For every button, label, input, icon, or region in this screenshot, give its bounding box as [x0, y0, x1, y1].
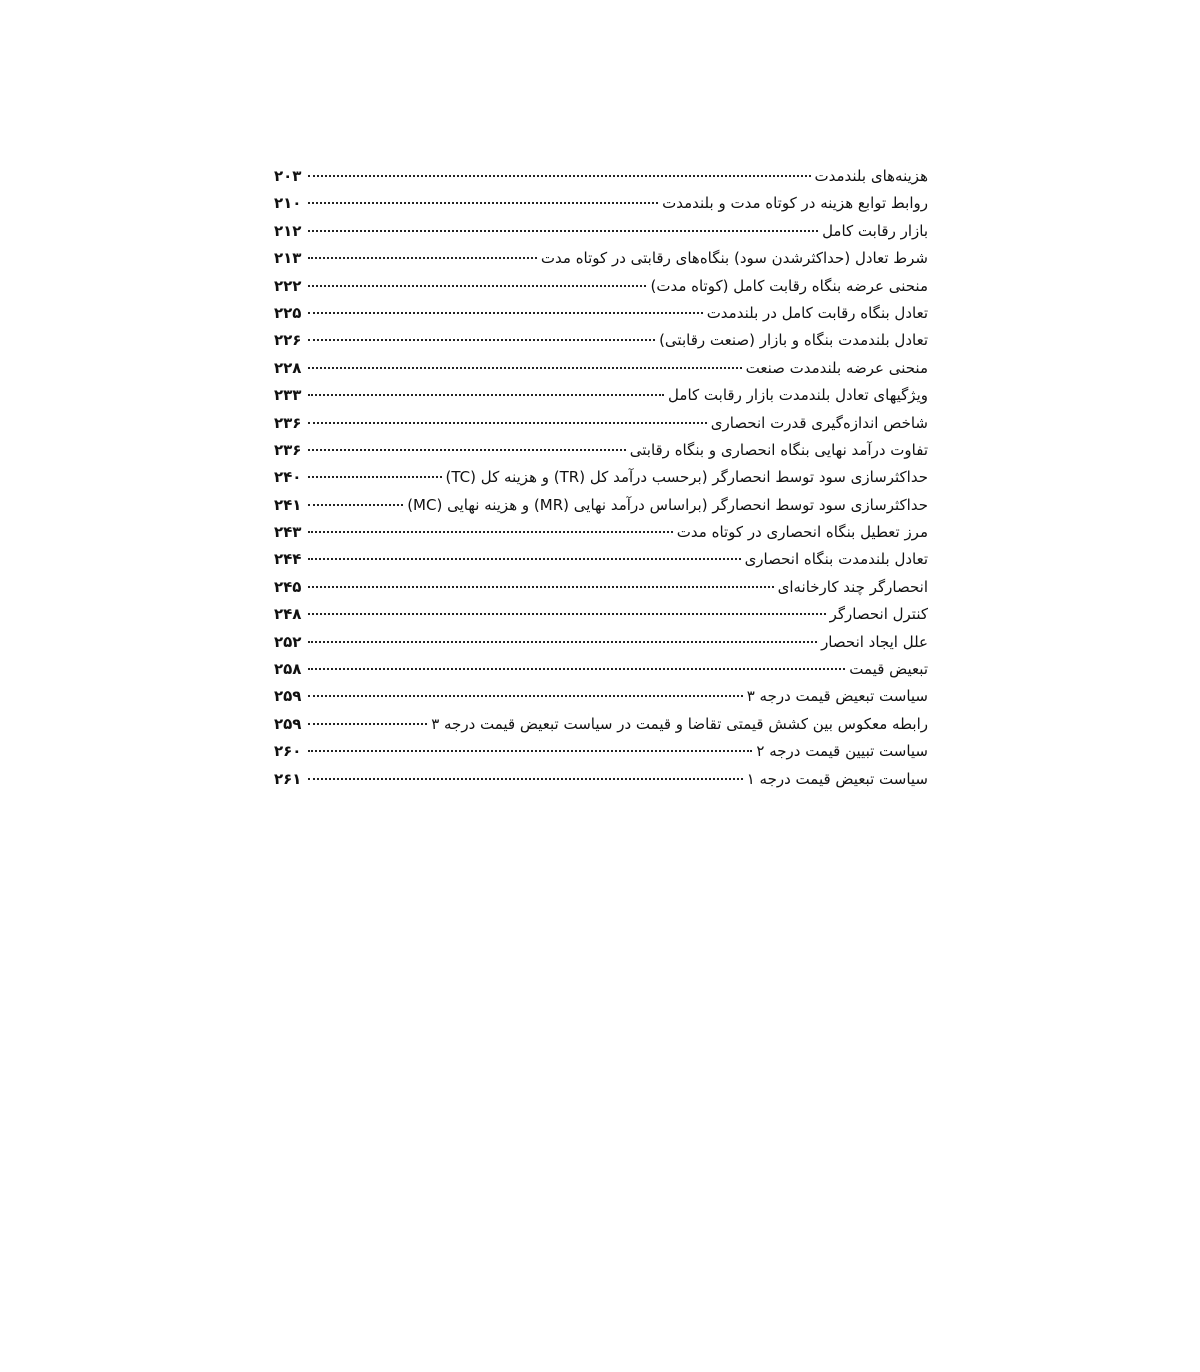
toc-entry-title: سیاست تبعیض قیمت درجه ۱: [746, 769, 928, 788]
toc-entry-title: مرز تعطیل بنگاه انحصاری در کوتاه مدت: [676, 523, 928, 542]
toc-entry-page-number: ۲۱۲: [274, 221, 302, 240]
toc-entry-page-number: ۲۴۱: [274, 495, 302, 514]
toc-entry-page-number: ۲۵۹: [274, 714, 302, 733]
toc-entry: [274, 546, 928, 573]
dot-leader: [308, 422, 707, 424]
toc-entry: [274, 245, 928, 272]
dot-leader: [308, 531, 673, 533]
toc-entry-page-number: ۲۳۳: [274, 386, 302, 405]
toc-entry-page-number: ۲۱۰: [274, 194, 302, 213]
toc-entry-title: روابط توابع هزینه در کوتاه مدت و بلندمدت: [662, 194, 928, 213]
toc-entry-page-number: ۲۲۲: [274, 276, 302, 295]
toc-entry: [274, 355, 928, 382]
dot-leader: [308, 367, 742, 369]
toc-entry: [274, 574, 928, 601]
dot-leader: [308, 504, 403, 506]
toc-entry: [274, 218, 928, 245]
toc-entry-page-number: ۲۲۵: [274, 303, 302, 322]
toc-entry: [274, 738, 928, 765]
toc-entry-title: تفاوت درآمد نهایی بنگاه انحصاری و بنگاه رقابتی: [629, 440, 928, 459]
toc-entry: [274, 766, 928, 793]
toc-entry-title: منحنی عرضه بنگاه رقابت کامل (کوتاه مدت): [650, 276, 928, 295]
dot-leader: [308, 641, 817, 643]
toc-entry: [274, 656, 928, 683]
toc-entry-page-number: ۲۵۲: [274, 632, 302, 651]
toc-entry-title: بازار رقابت کامل: [822, 221, 928, 240]
toc-entry-title: هزینه‌های بلندمدت: [814, 167, 928, 185]
toc-entry-page-number: ۲۶۱: [274, 769, 302, 788]
toc-entry: [274, 300, 928, 327]
toc-entry-title: شاخص اندازه‌گیری قدرت انحصاری: [710, 413, 928, 432]
toc-entry-page-number: ۲۵۸: [274, 660, 302, 679]
toc-entry-title: تعادل بنگاه رقابت کامل در بلندمدت: [706, 303, 928, 322]
dot-leader: [308, 723, 427, 725]
toc-entry: [274, 464, 928, 491]
toc-entry-title: علل ایجاد انحصار: [821, 632, 928, 651]
dot-leader: [308, 312, 703, 314]
toc-entry: [274, 711, 928, 738]
dot-leader: [308, 586, 774, 588]
toc-entry: [274, 163, 928, 190]
table-of-contents: [274, 163, 928, 793]
toc-entry-page-number: ۲۶۰: [274, 742, 302, 761]
toc-entry-page-number: ۲۲۸: [274, 358, 302, 377]
toc-entry-page-number: ۲۰۳: [274, 167, 302, 185]
dot-leader: [308, 778, 743, 780]
dot-leader: [308, 750, 752, 752]
toc-entry: [274, 492, 928, 519]
dot-leader: [308, 339, 655, 341]
dot-leader: [308, 695, 743, 697]
toc-entry: [274, 190, 928, 217]
toc-entry-title: ویژگیهای تعادل بلندمدت بازار رقابت کامل: [668, 386, 928, 405]
toc-entry-title: رابطه معکوس بین کشش قیمتی تقاضا و قیمت در سیاست تبعیض قیمت درجه ۳: [431, 714, 928, 733]
toc-entry-page-number: ۲۳۶: [274, 413, 302, 432]
toc-entry-page-number: ۲۴۳: [274, 523, 302, 542]
toc-entry-page-number: ۲۵۹: [274, 687, 302, 706]
toc-entry: [274, 437, 928, 464]
toc-entry: [274, 601, 928, 628]
toc-entry: [274, 629, 928, 656]
toc-entry: [274, 382, 928, 409]
toc-entry-title: تعادل بلندمدت بنگاه و بازار (صنعت رقابتی): [659, 331, 928, 350]
dot-leader: [308, 230, 818, 232]
toc-entry-title: تعادل بلندمدت بنگاه انحصاری: [744, 550, 928, 569]
toc-entry-title: حداکثرسازی سود توسط انحصارگر (برحسب درآمد کل (TR) و هزینه کل (TC): [445, 468, 928, 487]
toc-entry-title: سیاست تبیین قیمت درجه ۲: [756, 742, 928, 761]
dot-leader: [308, 285, 646, 287]
toc-entry: [274, 519, 928, 546]
dot-leader: [308, 449, 626, 451]
toc-entry-page-number: ۲۴۴: [274, 550, 302, 569]
toc-entry-title: منحنی عرضه بلندمدت صنعت: [745, 358, 928, 377]
dot-leader: [308, 476, 442, 478]
toc-entry-page-number: ۲۱۳: [274, 249, 302, 268]
toc-entry-title: سیاست تبعیض قیمت درجه ۳: [746, 687, 928, 706]
toc-entry-page-number: ۲۳۶: [274, 440, 302, 459]
toc-entry-title: کنترل انحصارگر: [829, 605, 928, 624]
toc-entry-title: حداکثرسازی سود توسط انحصارگر (براساس درآمد نهایی (MR) و هزینه نهایی (MC): [407, 495, 928, 514]
toc-entry: [274, 683, 928, 710]
toc-entry-page-number: ۲۴۰: [274, 468, 302, 487]
dot-leader: [308, 558, 741, 560]
toc-entry-title: تبعیض قیمت: [849, 660, 928, 679]
dot-leader: [308, 202, 658, 204]
dot-leader: [308, 613, 826, 615]
toc-entry-page-number: ۲۲۶: [274, 331, 302, 350]
toc-entry-title: شرط تعادل (حداکثرشدن سود) بنگاه‌های رقابتی در کوتاه مدت: [540, 249, 928, 268]
toc-entry-page-number: ۲۴۸: [274, 605, 302, 624]
toc-entry: [274, 327, 928, 354]
toc-entry: [274, 273, 928, 300]
toc-entry: [274, 410, 928, 437]
dot-leader: [308, 257, 537, 259]
toc-entry-page-number: ۲۴۵: [274, 577, 302, 596]
dot-leader: [308, 668, 845, 670]
dot-leader: [308, 394, 664, 396]
dot-leader: [308, 175, 811, 177]
toc-entry-title: انحصارگر چند کارخانه‌ای: [777, 577, 928, 596]
